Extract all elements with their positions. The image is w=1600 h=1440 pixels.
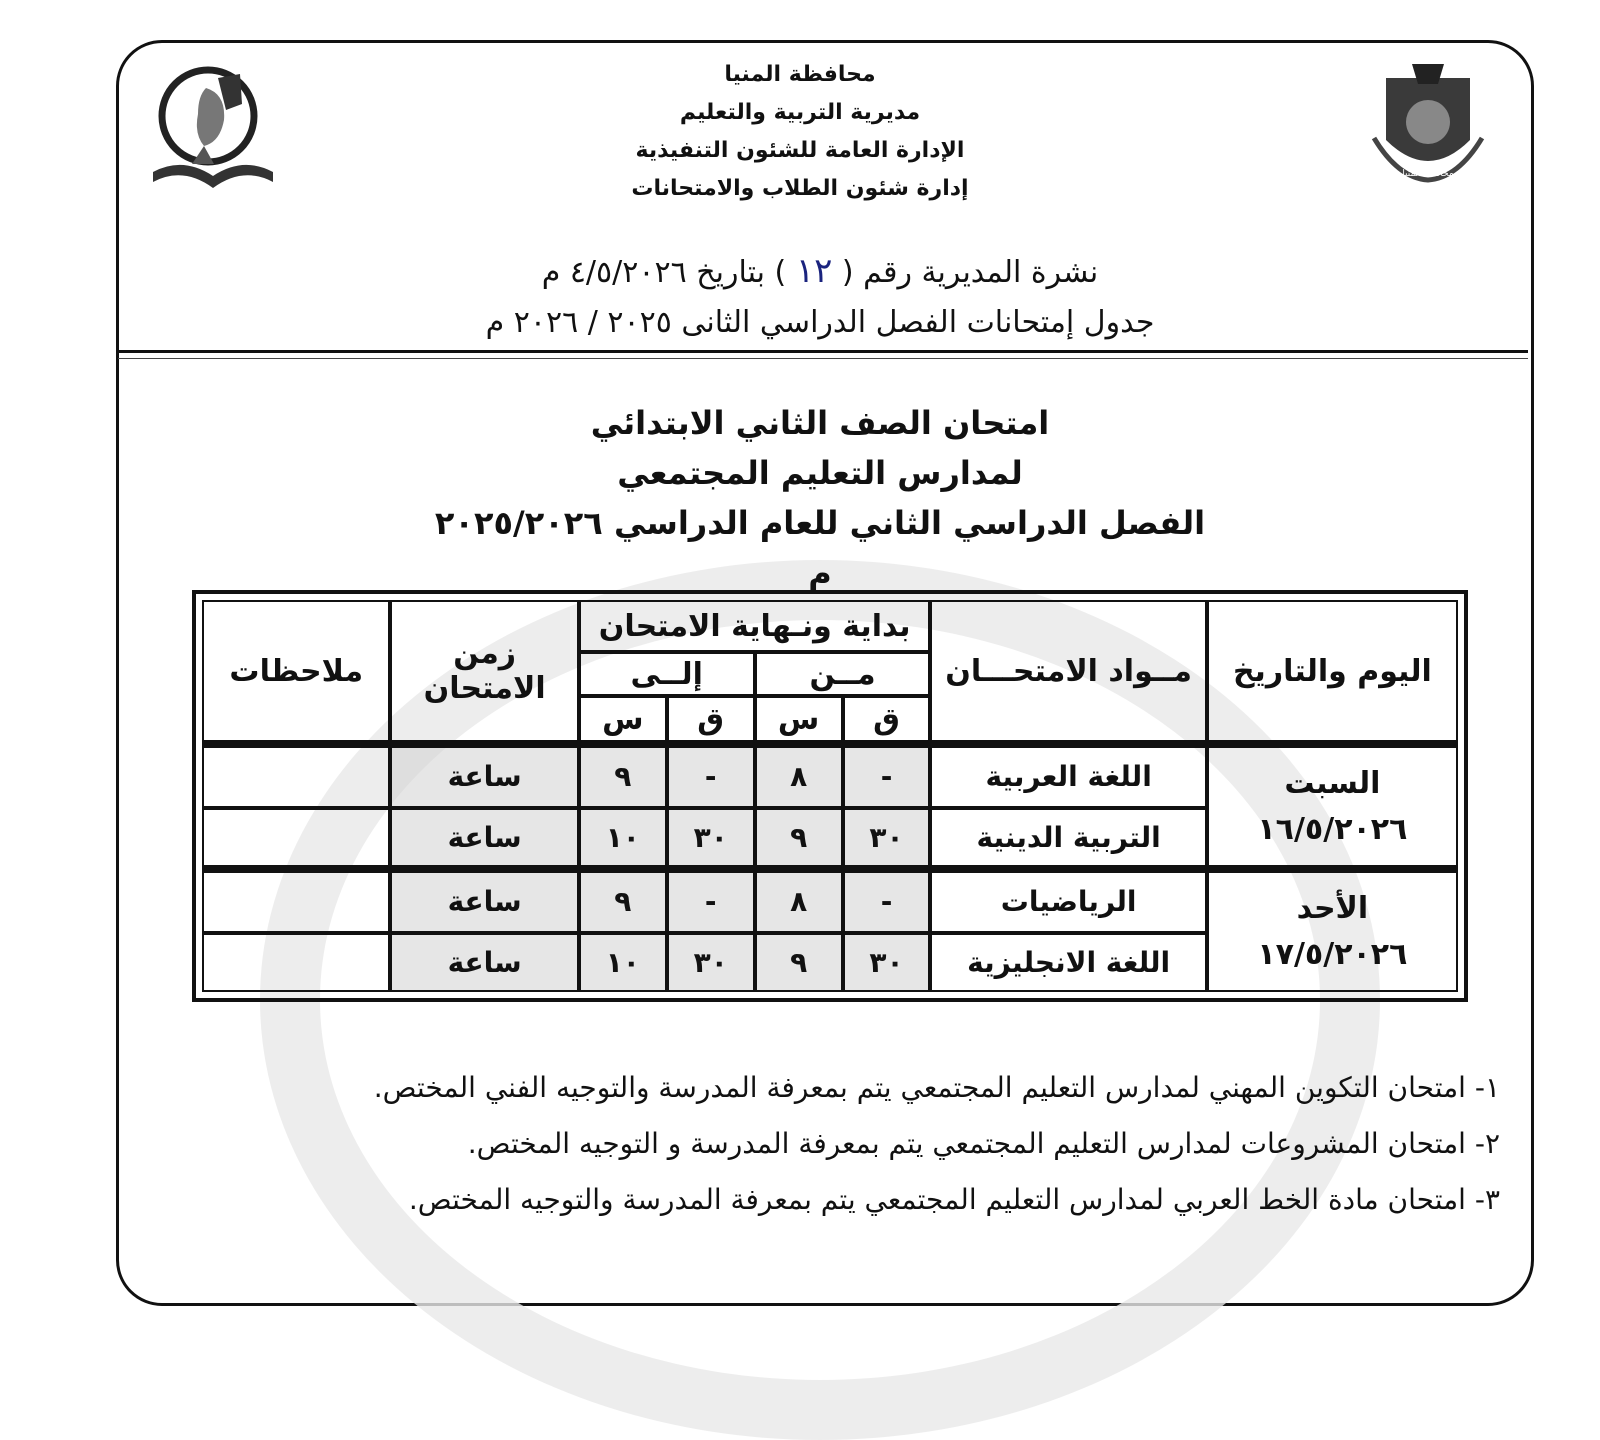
- exam-title-grade: امتحان الصف الثاني الابتدائي: [590, 404, 1050, 442]
- bulletin-suffix: م: [541, 255, 561, 290]
- to-hour-cell: ١٠: [579, 933, 667, 992]
- governorate-name: محافظة المنيا: [724, 62, 876, 87]
- bulletin-prefix: نشرة المديرية رقم (: [841, 255, 1099, 290]
- from-minute-cell: ٣٠: [843, 808, 931, 867]
- day-name: السبت: [1284, 765, 1381, 801]
- exam-date: ١٧/٥/٢٠٢٦: [1257, 936, 1408, 972]
- header-subjects: مــواد الامتحـــان: [930, 600, 1206, 742]
- duration-cell: ساعة: [390, 933, 578, 992]
- bulletin-heading: [440, 246, 1200, 348]
- subject-cell: الرياضيات: [930, 867, 1206, 933]
- day-date-cell: [1207, 742, 1458, 867]
- header-start-end: بداية ونـهاية الامتحان: [579, 600, 931, 652]
- divider: [118, 350, 1528, 353]
- to-hour-cell: ١٠: [579, 808, 667, 867]
- to-minute-cell: -: [667, 742, 755, 808]
- exam-title-term: الفصل الدراسي الثاني للعام الدراسي ٢٠٢٥/٢٠٢٦ م: [434, 504, 1206, 592]
- to-minute-cell: -: [667, 867, 755, 933]
- bulletin-date: ٤/٥/٢٠٢٦: [569, 255, 687, 290]
- from-hour-cell: ٨: [755, 742, 843, 808]
- duration-cell: ساعة: [390, 742, 578, 808]
- from-minute-cell: ٣٠: [843, 933, 931, 992]
- table-row: [202, 867, 1458, 933]
- footnotes: [260, 1060, 1500, 1228]
- footnote-3: ٣- امتحان مادة الخط العربي لمدارس التعليم المجتمعي يتم بمعرفة المدرسة والتوجيه المختص.: [408, 1183, 1500, 1216]
- exam-title-schools: لمدارس التعليم المجتمعي: [617, 454, 1023, 492]
- bulletin-middle: ) بتاريخ: [696, 255, 787, 290]
- bulletin-line-1: [440, 246, 1200, 298]
- notes-cell: [202, 808, 390, 867]
- from-minute-cell: -: [843, 742, 931, 808]
- subject-cell: التربية الدينية: [930, 808, 1206, 867]
- subject-cell: اللغة الانجليزية: [930, 933, 1206, 992]
- table-row: [202, 742, 1458, 808]
- header-duration: زمن الامتحان: [390, 600, 578, 742]
- students-administration: إدارة شئون الطلاب والامتحانات: [631, 176, 969, 201]
- bulletin-number: ١٢: [795, 251, 833, 291]
- subject-cell: اللغة العربية: [930, 742, 1206, 808]
- from-hour-cell: ٩: [755, 933, 843, 992]
- header-from-minute: ق: [843, 696, 931, 742]
- from-minute-cell: -: [843, 867, 931, 933]
- header-to-minute: ق: [667, 696, 755, 742]
- minya-governorate-emblem: [1368, 54, 1488, 190]
- header-to-hour: س: [579, 696, 667, 742]
- exam-title: [420, 398, 1220, 598]
- header-to: إلــى: [579, 652, 755, 696]
- bulletin-line-2: جدول إمتحانات الفصل الدراسي الثانى ٢٠٢٥ / ٢٠٢٦ م: [485, 305, 1155, 340]
- notes-cell: [202, 867, 390, 933]
- notes-cell: [202, 933, 390, 992]
- day-name: الأحد: [1296, 890, 1369, 926]
- general-administration: الإدارة العامة للشئون التنفيذية: [635, 138, 965, 163]
- day-date-cell: [1207, 867, 1458, 992]
- issuer-header: [560, 56, 1040, 208]
- footnote-1: ١- امتحان التكوين المهني لمدارس التعليم المجتمعي يتم بمعرفة المدرسة والتوجيه الفني المختص.: [373, 1071, 1500, 1104]
- to-minute-cell: ٣٠: [667, 808, 755, 867]
- divider-thin: [118, 358, 1528, 359]
- from-hour-cell: ٨: [755, 867, 843, 933]
- header-from-hour: س: [755, 696, 843, 742]
- nefertiti-book-logo: [148, 64, 278, 200]
- header-day-date: اليوم والتاريخ: [1207, 600, 1458, 742]
- directorate-name: مديرية التربية والتعليم: [679, 100, 921, 125]
- emblem-caption: محافظة المنيا: [1402, 169, 1454, 179]
- duration-cell: ساعة: [390, 808, 578, 867]
- header-notes: ملاحظات: [202, 600, 390, 742]
- to-hour-cell: ٩: [579, 867, 667, 933]
- footnote-2: ٢- امتحان المشروعات لمدارس التعليم المجتمعي يتم بمعرفة المدرسة و التوجيه المختص.: [467, 1127, 1500, 1160]
- from-hour-cell: ٩: [755, 808, 843, 867]
- duration-cell: ساعة: [390, 867, 578, 933]
- to-minute-cell: ٣٠: [667, 933, 755, 992]
- exam-schedule-table: [192, 590, 1468, 1002]
- header-from: مــن: [755, 652, 931, 696]
- exam-date: ١٦/٥/٢٠٢٦: [1257, 811, 1408, 847]
- to-hour-cell: ٩: [579, 742, 667, 808]
- notes-cell: [202, 742, 390, 808]
